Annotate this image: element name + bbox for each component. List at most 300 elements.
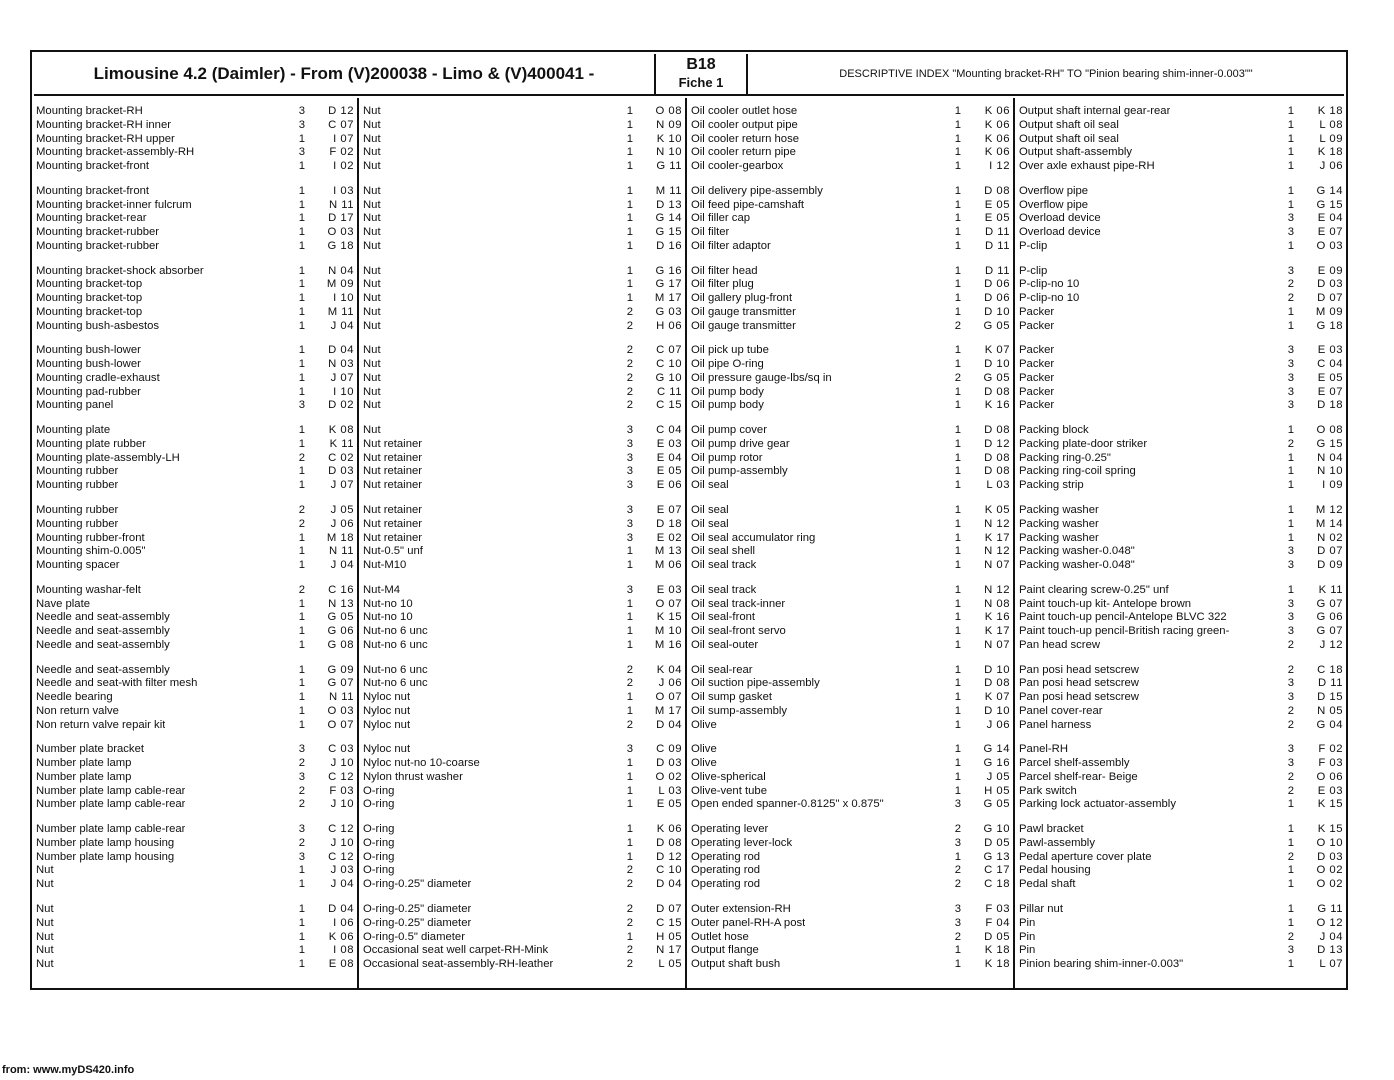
part-description: Paint touch-up kit- Antelope brown bbox=[1019, 597, 1192, 610]
part-description: Packer bbox=[1019, 358, 1055, 371]
grid-reference: N 11 bbox=[328, 545, 354, 558]
fiche-number: 2 bbox=[626, 916, 633, 929]
part-description: Oil seal track bbox=[691, 559, 757, 571]
fiche-number: 1 bbox=[954, 850, 961, 863]
fiche-number: 1 bbox=[1287, 958, 1294, 970]
part-description: Nut bbox=[363, 226, 381, 239]
index-entry bbox=[359, 198, 685, 212]
part-description: Nut bbox=[363, 292, 381, 305]
index-entry bbox=[687, 104, 1013, 118]
fiche-number: 1 bbox=[298, 944, 305, 957]
fiche-number: 2 bbox=[1287, 292, 1294, 305]
grid-reference: G 14 bbox=[983, 743, 1010, 756]
grid-reference: M 18 bbox=[326, 531, 354, 544]
fiche-number: 1 bbox=[626, 226, 633, 239]
index-entry bbox=[1015, 145, 1346, 159]
part-description: Outlet hose bbox=[691, 930, 749, 943]
fiche-number: 1 bbox=[954, 625, 961, 638]
grid-reference: D 05 bbox=[984, 836, 1010, 849]
grid-reference: G 05 bbox=[983, 798, 1010, 811]
part-description: Nut bbox=[36, 903, 54, 915]
index-entry bbox=[32, 704, 357, 718]
index-entry bbox=[32, 742, 357, 756]
index-column-1 bbox=[32, 98, 359, 988]
grid-reference: N 12 bbox=[984, 517, 1010, 530]
grid-reference: C 04 bbox=[656, 424, 682, 437]
fiche-number: 3 bbox=[298, 823, 305, 836]
grid-reference: N 11 bbox=[328, 691, 354, 704]
part-description: Mounting bush-lower bbox=[36, 358, 141, 371]
fiche-number: 2 bbox=[626, 903, 633, 915]
index-entry bbox=[687, 583, 1013, 597]
grid-reference: D 15 bbox=[1317, 691, 1343, 704]
grid-reference: G 05 bbox=[327, 611, 354, 624]
fiche-number: 2 bbox=[298, 583, 305, 596]
part-description: Oil filler cap bbox=[691, 212, 751, 225]
index-entry bbox=[32, 916, 357, 930]
grid-reference: D 18 bbox=[656, 517, 682, 530]
part-description: Oil pump rotor bbox=[691, 451, 763, 464]
grid-reference: E 02 bbox=[656, 531, 682, 544]
part-description: Packer bbox=[1019, 399, 1055, 412]
part-description: Oil pump cover bbox=[691, 424, 767, 437]
part-description: Mounting bracket-rubber bbox=[36, 239, 160, 252]
index-entry bbox=[359, 211, 685, 225]
grid-reference: D 08 bbox=[984, 677, 1010, 690]
fiche-number: 1 bbox=[954, 704, 961, 717]
fiche-number: 1 bbox=[954, 784, 961, 797]
index-entry bbox=[32, 690, 357, 704]
fiche-number: 1 bbox=[954, 424, 961, 437]
grid-reference: O 02 bbox=[1316, 864, 1343, 877]
part-description: P-clip-no 10 bbox=[1019, 278, 1080, 291]
index-entry bbox=[359, 291, 685, 305]
part-description: Nut bbox=[36, 944, 54, 957]
index-entry bbox=[1015, 159, 1346, 173]
index-entry bbox=[359, 451, 685, 465]
grid-reference: G 15 bbox=[1316, 437, 1343, 450]
part-description: Nut bbox=[363, 160, 381, 172]
index-entry bbox=[359, 784, 685, 798]
grid-reference: J 10 bbox=[330, 757, 354, 770]
index-entry bbox=[32, 676, 357, 690]
fiche-box bbox=[656, 54, 748, 94]
index-entry bbox=[32, 184, 357, 198]
index-entry bbox=[687, 797, 1013, 811]
fiche-number: 1 bbox=[626, 770, 633, 783]
grid-reference: D 07 bbox=[1317, 545, 1343, 558]
fiche-number: 1 bbox=[298, 385, 305, 398]
part-description: Nut retainer bbox=[363, 504, 423, 516]
fiche-number: 1 bbox=[298, 958, 305, 970]
index-entry bbox=[359, 184, 685, 198]
part-description: Mounting bush-asbestos bbox=[36, 319, 160, 332]
grid-reference: D 06 bbox=[984, 278, 1010, 291]
part-description: Mounting bracket-inner fulcrum bbox=[36, 198, 192, 211]
grid-reference: D 04 bbox=[656, 718, 682, 731]
fiche-number: 1 bbox=[626, 160, 633, 172]
part-description: Mounting bracket-assembly-RH bbox=[36, 146, 195, 159]
fiche-number: 1 bbox=[298, 625, 305, 638]
grid-reference: D 18 bbox=[1317, 399, 1343, 412]
fiche-number: 1 bbox=[954, 677, 961, 690]
grid-reference: C 16 bbox=[328, 583, 354, 596]
index-entry bbox=[32, 718, 357, 732]
part-description: Non return valve bbox=[36, 704, 119, 717]
part-description: Nut bbox=[363, 278, 381, 291]
grid-reference: D 08 bbox=[984, 465, 1010, 478]
fiche-number: 1 bbox=[298, 903, 305, 915]
index-entry bbox=[1015, 770, 1346, 784]
fiche-number: 3 bbox=[1287, 677, 1294, 690]
fiche-number: 2 bbox=[298, 836, 305, 849]
index-entry bbox=[359, 531, 685, 545]
part-description: Nut retainer bbox=[363, 517, 423, 530]
index-entry bbox=[687, 957, 1013, 971]
index-entry bbox=[1015, 676, 1346, 690]
index-entry bbox=[687, 690, 1013, 704]
grid-reference: E 04 bbox=[656, 451, 682, 464]
part-description: Nyloc nut bbox=[363, 718, 411, 731]
fiche-number: 1 bbox=[954, 358, 961, 371]
fiche-number: 3 bbox=[954, 798, 961, 811]
grid-reference: D 10 bbox=[984, 663, 1010, 676]
grid-reference: C 12 bbox=[328, 850, 354, 863]
grid-reference: G 18 bbox=[1316, 319, 1343, 332]
index-entry bbox=[32, 211, 357, 225]
index-entry bbox=[687, 756, 1013, 770]
fiche-number: 2 bbox=[626, 944, 633, 957]
fiche-number: 1 bbox=[298, 864, 305, 877]
index-entry bbox=[32, 624, 357, 638]
index-entry bbox=[359, 718, 685, 732]
part-description: Packing washer bbox=[1019, 517, 1099, 530]
index-entry bbox=[32, 784, 357, 798]
grid-reference: C 03 bbox=[328, 743, 354, 756]
fiche-number: 1 bbox=[954, 663, 961, 676]
index-entry bbox=[32, 957, 357, 971]
fiche-number: 1 bbox=[954, 305, 961, 318]
part-description: Oil delivery pipe-assembly bbox=[691, 184, 823, 197]
index-entry bbox=[687, 225, 1013, 239]
grid-reference: J 04 bbox=[330, 319, 354, 332]
fiche-number: 1 bbox=[1287, 531, 1294, 544]
part-description: Mounting panel bbox=[36, 399, 114, 412]
index-entry bbox=[687, 558, 1013, 572]
grid-reference: J 12 bbox=[1319, 638, 1343, 651]
grid-reference: K 18 bbox=[984, 958, 1010, 970]
index-entry bbox=[687, 742, 1013, 756]
grid-reference: D 16 bbox=[656, 239, 682, 252]
part-description: Nut bbox=[363, 385, 381, 398]
index-entry bbox=[1015, 291, 1346, 305]
grid-reference: N 03 bbox=[328, 358, 354, 371]
part-description: Oil seal track bbox=[691, 583, 757, 596]
grid-reference: N 10 bbox=[1317, 465, 1343, 478]
fiche-number: 3 bbox=[298, 743, 305, 756]
part-description: Nut bbox=[363, 319, 381, 332]
part-description: Output shaft internal gear-rear bbox=[1019, 105, 1171, 117]
grid-reference: J 10 bbox=[330, 836, 354, 849]
index-entry bbox=[687, 371, 1013, 385]
grid-reference: M 14 bbox=[1315, 517, 1343, 530]
part-description: Packing ring-coil spring bbox=[1019, 465, 1136, 478]
grid-reference: G 16 bbox=[655, 264, 682, 277]
fiche-number: 1 bbox=[626, 545, 633, 558]
part-description: Mounting bracket-rubber bbox=[36, 226, 160, 239]
grid-reference: O 06 bbox=[1316, 770, 1343, 783]
part-description: Nut bbox=[363, 264, 381, 277]
fiche-number: 1 bbox=[954, 479, 961, 492]
fiche-number: 1 bbox=[954, 212, 961, 225]
part-description: Pedal aperture cover plate bbox=[1019, 850, 1152, 863]
fiche-number: 1 bbox=[954, 451, 961, 464]
fiche-number: 3 bbox=[298, 770, 305, 783]
part-description: Oil pick up tube bbox=[691, 344, 769, 357]
index-column-2 bbox=[359, 98, 687, 988]
part-description: Olive-spherical bbox=[691, 770, 766, 783]
index-entry bbox=[687, 624, 1013, 638]
part-description: O-ring bbox=[363, 823, 395, 836]
grid-reference: E 03 bbox=[1317, 784, 1343, 797]
fiche-number: 3 bbox=[298, 118, 305, 131]
fiche-number: 2 bbox=[1287, 770, 1294, 783]
index-entry bbox=[32, 343, 357, 357]
grid-reference: N 07 bbox=[984, 559, 1010, 571]
index-entry bbox=[687, 836, 1013, 850]
fiche-number: 2 bbox=[298, 504, 305, 516]
fiche-number: 1 bbox=[954, 385, 961, 398]
part-description: Nut bbox=[36, 958, 54, 970]
index-entry bbox=[32, 756, 357, 770]
fiche-number: 2 bbox=[1287, 784, 1294, 797]
fiche-number: 3 bbox=[1287, 597, 1294, 610]
fiche-number: 1 bbox=[954, 239, 961, 252]
index-entry bbox=[359, 118, 685, 132]
fiche-number: 1 bbox=[954, 292, 961, 305]
grid-reference: D 10 bbox=[984, 704, 1010, 717]
grid-reference: I 12 bbox=[989, 160, 1010, 172]
part-description: Mounting bracket-RH bbox=[36, 105, 143, 117]
index-entry bbox=[359, 863, 685, 877]
index-entry bbox=[687, 264, 1013, 278]
part-description: Oil pipe O-ring bbox=[691, 358, 764, 371]
index-entry bbox=[1015, 822, 1346, 836]
fiche-number: 2 bbox=[298, 784, 305, 797]
part-description: Nylon thrust washer bbox=[363, 770, 463, 783]
part-description: Oil gauge transmitter bbox=[691, 305, 796, 318]
index-entry bbox=[32, 159, 357, 173]
index-entry bbox=[32, 930, 357, 944]
index-entry bbox=[687, 398, 1013, 412]
index-entry bbox=[32, 264, 357, 278]
index-entry bbox=[32, 451, 357, 465]
part-description: Oil cooler return hose bbox=[691, 132, 799, 145]
index-entry bbox=[32, 797, 357, 811]
index-entry bbox=[687, 239, 1013, 253]
part-description: Pan head screw bbox=[1019, 638, 1101, 651]
part-description: Mounting rubber bbox=[36, 479, 119, 492]
grid-reference: K 17 bbox=[984, 531, 1010, 544]
fiche-number: 1 bbox=[298, 597, 305, 610]
grid-reference: O 12 bbox=[1316, 916, 1343, 929]
part-description: O-ring-0.5" diameter bbox=[363, 930, 465, 943]
part-description: Overflow pipe bbox=[1019, 184, 1089, 197]
fiche-number: 1 bbox=[954, 278, 961, 291]
part-description: Oil cooler-gearbox bbox=[691, 160, 784, 172]
grid-reference: F 04 bbox=[985, 916, 1010, 929]
fiche-number: 1 bbox=[298, 358, 305, 371]
fiche-number: 1 bbox=[626, 597, 633, 610]
fiche-number: 1 bbox=[1287, 146, 1294, 159]
part-description: Pedal shaft bbox=[1019, 878, 1076, 891]
grid-reference: D 05 bbox=[984, 930, 1010, 943]
part-description: Occasional seat well carpet-RH-Mink bbox=[363, 944, 549, 957]
part-description: Park switch bbox=[1019, 784, 1077, 797]
fiche-number: 2 bbox=[298, 517, 305, 530]
index-entry bbox=[1015, 451, 1346, 465]
index-entry bbox=[32, 544, 357, 558]
part-description: Output shaft bush bbox=[691, 958, 781, 970]
grid-reference: F 03 bbox=[329, 784, 354, 797]
fiche-number: 1 bbox=[1287, 160, 1294, 172]
index-entry bbox=[32, 437, 357, 451]
index-entry bbox=[1015, 544, 1346, 558]
fiche-number: 2 bbox=[626, 864, 633, 877]
fiche-number: 3 bbox=[954, 916, 961, 929]
index-entry bbox=[32, 118, 357, 132]
fiche-number: 2 bbox=[954, 823, 961, 836]
fiche-number: 1 bbox=[626, 784, 633, 797]
part-description: Packer bbox=[1019, 344, 1055, 357]
index-entry bbox=[687, 132, 1013, 146]
index-entry bbox=[687, 784, 1013, 798]
fiche-number: 1 bbox=[298, 663, 305, 676]
index-entry bbox=[32, 597, 357, 611]
grid-reference: G 06 bbox=[1316, 611, 1343, 624]
index-entry bbox=[687, 902, 1013, 916]
fiche-number: 2 bbox=[626, 663, 633, 676]
fiche-number: 3 bbox=[626, 479, 633, 492]
fiche-number: 2 bbox=[1287, 437, 1294, 450]
part-description: Overload device bbox=[1019, 212, 1101, 225]
index-entry bbox=[359, 544, 685, 558]
grid-reference: G 05 bbox=[983, 371, 1010, 384]
grid-reference: N 13 bbox=[328, 597, 354, 610]
index-entry bbox=[1015, 211, 1346, 225]
fiche-number: 1 bbox=[298, 292, 305, 305]
grid-reference: J 05 bbox=[986, 770, 1010, 783]
fiche-number: 1 bbox=[954, 638, 961, 651]
grid-reference: G 18 bbox=[327, 239, 354, 252]
index-entry bbox=[1015, 690, 1346, 704]
part-description: Pedal housing bbox=[1019, 864, 1091, 877]
part-description: Oil suction pipe-assembly bbox=[691, 677, 820, 690]
grid-reference: C 18 bbox=[1317, 663, 1343, 676]
fiche-number: 2 bbox=[626, 344, 633, 357]
fiche-number: 2 bbox=[626, 319, 633, 332]
part-description: Oil filter adaptor bbox=[691, 239, 771, 252]
part-description: Nut retainer bbox=[363, 465, 423, 478]
part-description: Number plate bracket bbox=[36, 743, 144, 756]
grid-reference: J 07 bbox=[330, 479, 354, 492]
fiche-number: 3 bbox=[626, 465, 633, 478]
index-entry bbox=[1015, 198, 1346, 212]
fiche-number: 3 bbox=[1287, 212, 1294, 225]
fiche-number: 3 bbox=[1287, 344, 1294, 357]
part-description: Outer panel-RH-A post bbox=[691, 916, 806, 929]
index-entry bbox=[1015, 930, 1346, 944]
part-description: Oil sump gasket bbox=[691, 691, 772, 704]
part-description: Oil pump drive gear bbox=[691, 437, 790, 450]
grid-reference: I 03 bbox=[333, 184, 354, 197]
index-entry bbox=[1015, 423, 1346, 437]
index-entry bbox=[359, 676, 685, 690]
part-description: Mounting pad-rubber bbox=[36, 385, 141, 398]
index-entry bbox=[687, 385, 1013, 399]
grid-reference: I 09 bbox=[1322, 479, 1343, 492]
fiche-number: 1 bbox=[298, 424, 305, 437]
fiche-number: 1 bbox=[626, 278, 633, 291]
part-description: Output shaft oil seal bbox=[1019, 118, 1119, 131]
part-description: P-clip bbox=[1019, 239, 1048, 252]
index-entry bbox=[359, 850, 685, 864]
fiche-number: 1 bbox=[298, 371, 305, 384]
source-footer: from: www.myDS420.info bbox=[2, 1064, 135, 1076]
part-description: Operating rod bbox=[691, 864, 761, 877]
index-entry bbox=[359, 478, 685, 492]
index-entry bbox=[32, 225, 357, 239]
index-entry bbox=[1015, 118, 1346, 132]
fiche-number: 3 bbox=[1287, 611, 1294, 624]
grid-reference: J 03 bbox=[330, 864, 354, 877]
fiche-number: 1 bbox=[1287, 878, 1294, 891]
grid-reference: I 07 bbox=[333, 132, 354, 145]
part-description: Output shaft oil seal bbox=[1019, 132, 1119, 145]
part-description: Nyloc nut-no 10-coarse bbox=[363, 757, 480, 770]
index-entry bbox=[1015, 638, 1346, 652]
part-description: Mounting bracket-top bbox=[36, 292, 143, 305]
fiche-number: 2 bbox=[954, 319, 961, 332]
fiche-number: 1 bbox=[626, 757, 633, 770]
index-entry bbox=[1015, 756, 1346, 770]
grid-reference: D 08 bbox=[656, 836, 682, 849]
part-description: Mounting bush-lower bbox=[36, 344, 141, 357]
part-description: Oil cooler return pipe bbox=[691, 146, 796, 159]
fiche-number: 1 bbox=[954, 517, 961, 530]
grid-reference: M 13 bbox=[654, 545, 682, 558]
index-entry bbox=[359, 957, 685, 971]
part-description: Needle and seat-assembly bbox=[36, 663, 170, 676]
part-description: Oil pump body bbox=[691, 385, 764, 398]
fiche-number: 1 bbox=[954, 198, 961, 211]
index-entry bbox=[359, 930, 685, 944]
grid-reference: C 17 bbox=[984, 864, 1010, 877]
grid-reference: O 08 bbox=[655, 105, 682, 117]
part-description: Nut-no 10 bbox=[363, 597, 413, 610]
grid-reference: G 07 bbox=[1316, 625, 1343, 638]
grid-reference: E 03 bbox=[656, 437, 682, 450]
fiche-number: 3 bbox=[1287, 399, 1294, 412]
index-entry bbox=[359, 371, 685, 385]
index-entry bbox=[359, 517, 685, 531]
grid-reference: J 04 bbox=[1319, 930, 1343, 943]
fiche-number: 1 bbox=[298, 184, 305, 197]
index-entry bbox=[1015, 624, 1346, 638]
grid-reference: L 05 bbox=[658, 958, 682, 970]
part-description: Nut-no 10 bbox=[363, 611, 413, 624]
fiche-number: 1 bbox=[298, 878, 305, 891]
